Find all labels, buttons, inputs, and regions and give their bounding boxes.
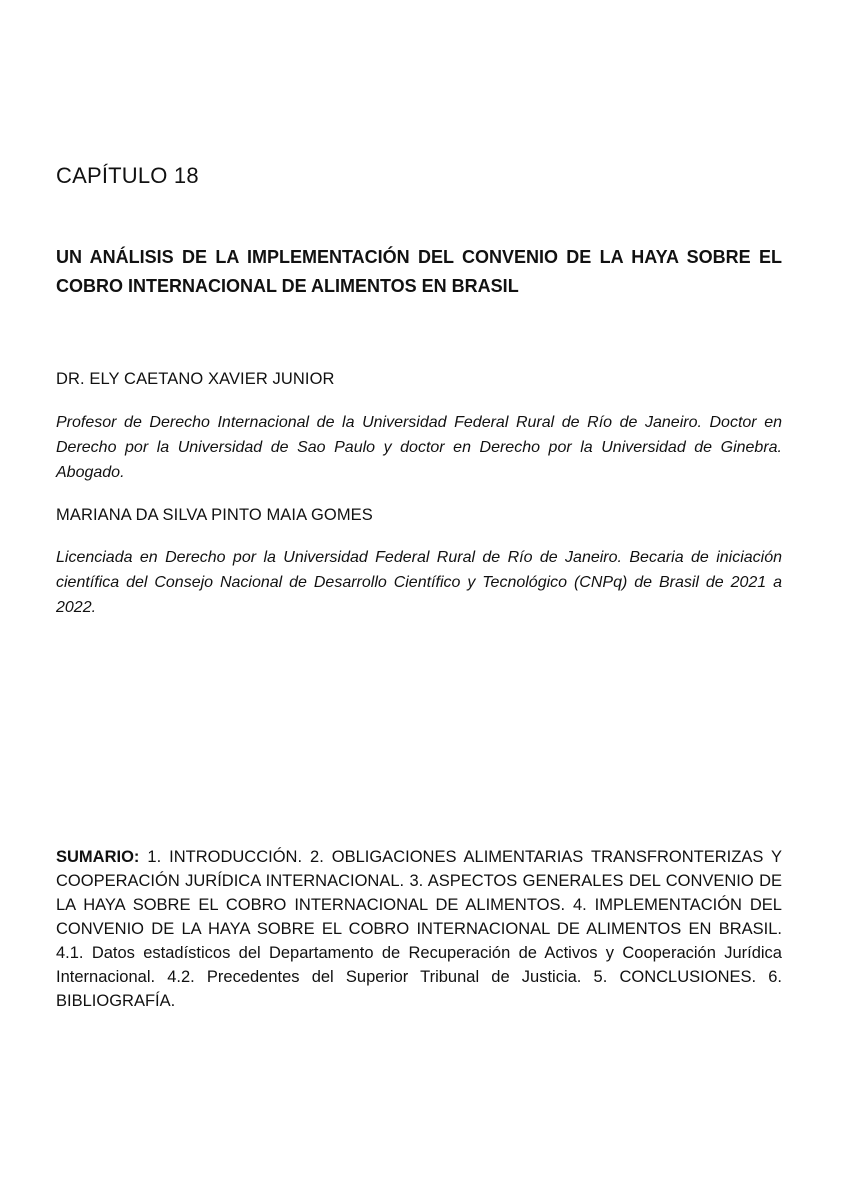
chapter-title: UN ANÁLISIS DE LA IMPLEMENTACIÓN DEL CONVENIO DE LA HAYA SOBRE EL COBRO INTERNACIONAL DE ALIMENTOS EN BRASIL <box>56 247 782 296</box>
author-name-1: DR. ELY CAETANO XAVIER JUNIOR <box>56 370 335 388</box>
summary-text: 1. INTRODUCCIÓN. 2. OBLIGACIONES ALIMENTARIAS TRANSFRONTERIZAS Y COOPERACIÓN JURÍDICA INTERNACIONAL. 3. ASPECTOS GENERALES DEL CONVENIO DE LA HAYA SOBRE EL COBRO INTERNACIONAL DE ALIMENTOS. 4. IMPLEMENTACIÓN DEL CONVENIO DE LA HAYA SOBRE EL COBRO INTERNACIONAL DE ALIMENTOS EN BRASIL. 4.1. Datos estadísticos del Departamento de Recuperación de Activos y Cooperación Jurídica Internacional. 4.2. Precedentes del Superior Tribunal de Justicia. 5. CONCLUSIONES. 6. BIBLIOGRAFÍA. <box>56 848 783 1010</box>
summary-paragraph <box>56 845 782 1013</box>
author-bio-2: Licenciada en Derecho por la Universidad Federal Rural de Río de Janeiro. Becaria de iniciación científica del Consejo Nacional de Desarrollo Científico y Tecnológico (CNPq) de Brasil de 2021 a 2022. <box>56 549 782 616</box>
author-bio-1: Profesor de Derecho Internacional de la Universidad Federal Rural de Río de Janeiro. Doctor en Derecho por la Universidad de Sao Paulo y doctor en Derecho por la Universidad de Ginebra. Abogado. <box>56 414 782 481</box>
chapter-label: CAPÍTULO 18 <box>56 163 199 188</box>
author-name-2: MARIANA DA SILVA PINTO MAIA GOMES <box>56 506 373 524</box>
summary-label: SUMARIO: <box>56 848 140 866</box>
